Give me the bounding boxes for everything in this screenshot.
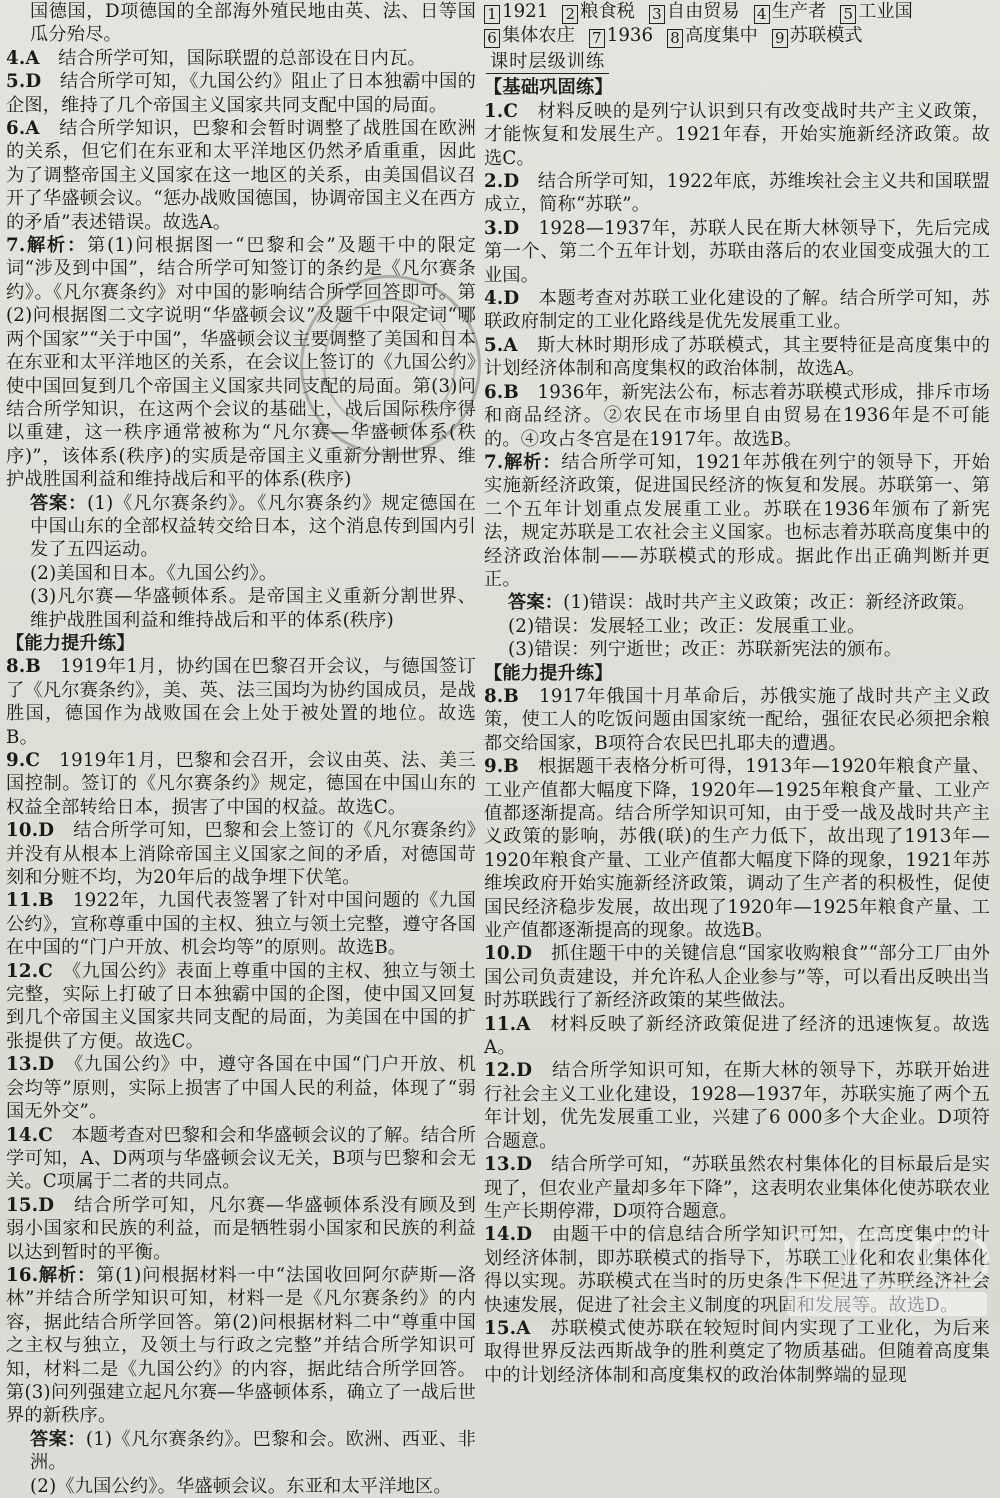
question-number: 10.D <box>6 820 55 842</box>
answer-text: 工业国 <box>858 1 913 22</box>
answer-item <box>484 217 990 287</box>
section-heading: 【基础巩固练】 <box>484 77 613 99</box>
question-number: 12.C <box>6 960 53 982</box>
answer-item <box>6 1124 476 1194</box>
question-number: 9.C <box>6 750 41 771</box>
answer-index-box: 9 <box>772 29 788 48</box>
question-number: 3.D <box>484 217 520 239</box>
item-text: 结合所学可知，国际联盟的总部设在日内瓦。 <box>39 47 426 69</box>
question-number: 1.C <box>484 100 519 122</box>
item-text: 苏联模式使苏联在较短时间内实现了工业化，为后来取得世界反法西斯战争的胜利奠定了物质基础。但随着高度集中的计划经济体制和高度集权的政治体制弊端的显现 <box>484 1317 990 1386</box>
answer-item <box>6 889 476 959</box>
item-label: 解析： <box>38 1264 97 1286</box>
item-text: 《九国公约》中，遵守各国在中国“门户开放、机会均等”原则，实际上损害了中国人民的利益，体现了“弱国无外交”。 <box>6 1054 476 1123</box>
question-number: 14.C <box>6 1124 53 1146</box>
answer-item <box>6 70 476 117</box>
answer-item <box>6 749 476 819</box>
item-text: 结合所学可知，1922年底，苏维埃社会主义共和国联盟成立，简称“苏联”。 <box>484 171 990 216</box>
item-text: 1919年1月，巴黎和会召开，会议由英、法、美三国控制。签订的《凡尔赛条约》规定，德国在中国山东的权益全部转给日本，损害了中国的权益。故选C。 <box>6 750 476 818</box>
answer-item <box>6 1053 476 1123</box>
answer-item <box>484 334 990 381</box>
answer-item <box>6 1428 476 1475</box>
answer-index-box: 3 <box>649 5 665 24</box>
item-text: (2)错误：发展轻工业；改正：发展重工业。 <box>508 615 866 637</box>
item-text: (3)凡尔赛—华盛顿体系。是帝国主义重新分割世界、维护战胜国利益和维持战后和平的体系(秩序) <box>30 586 476 631</box>
answer-item <box>484 1013 990 1060</box>
fill-answer <box>589 25 653 46</box>
fill-answer <box>667 25 758 46</box>
question-number: 15.D <box>6 1194 55 1216</box>
item-text: 材料反映了新经济政策促进了经济的迅速恢复。故选A。 <box>484 1013 990 1059</box>
item-text: 材料反映的是列宁认识到只有改变战时共产主义政策，才能恢复和发展生产。1921年春，开始实施新经济政策。故选C。 <box>484 100 990 169</box>
answer-item <box>484 638 990 661</box>
answer-item <box>484 170 990 217</box>
answer-index-box: 7 <box>589 29 605 48</box>
answer-text: 生产者 <box>771 1 827 22</box>
answer-item <box>484 685 990 755</box>
item-text: 第(1)问根据材料一中“法国收回阿尔萨斯—洛林”并结合所学知识可知，材料一是《凡尔赛条约》的内容，据此结合所学回答。第(2)问根据材料二中“尊重中国之主权与独立，及领土与行政之完整”并结合所学知识可知，材料二是《九国公约》的内容，据此结合所学回答。第(3)问列强建立起凡尔赛—华盛顿体系，确立了一战后世界的新秩序。 <box>6 1264 476 1427</box>
item-text: 本题考查对苏联工业化建设的了解。结合所学可知，苏联政府制定的工业化路线是优先发展重工业。 <box>484 288 990 333</box>
answer-item <box>6 655 476 749</box>
answer-item <box>484 591 990 614</box>
answer-index-box: 1 <box>484 5 500 24</box>
item-text: 结合所学可知，1921年苏俄在列宁的领导下，开始实施新经济政策，促进国民经济的恢复和发展。苏联第一、第二个五年计划重点发展重工业。苏联在1936年颁布了新宪法，规定苏联是工农社会主义国家。也标志着苏联高度集中的经济政治体制——苏联模式的形成。据此作出正确判断并更正。 <box>484 451 990 590</box>
answer-item <box>6 1194 476 1264</box>
answer-item <box>484 1059 990 1153</box>
answer-index-box: 5 <box>840 5 856 24</box>
right-answers <box>484 76 990 1387</box>
item-label: 答案： <box>30 1428 86 1450</box>
fill-answer <box>484 1 548 22</box>
left-column <box>6 0 476 1498</box>
answer-text: 集体农庄 <box>502 25 575 46</box>
question-number: 9.B <box>484 756 519 778</box>
question-number: 5.D <box>6 71 42 93</box>
question-number: 6.B <box>484 381 519 403</box>
answer-index-box: 2 <box>562 5 578 24</box>
fill-in-answers-row-2 <box>484 24 990 48</box>
fill-answer <box>484 25 575 46</box>
watermark-logo <box>782 1230 992 1320</box>
question-number: 14.D <box>484 1224 533 1246</box>
item-text: 1928—1937年，苏联人民在斯大林领导下，先后完成第一个、第二个五年计划，苏联由落后的农业国变成强大的工业国。 <box>484 217 990 286</box>
answer-item <box>484 451 990 591</box>
item-text: (1)错误：战时共产主义政策；改正：新经济政策。 <box>563 592 976 614</box>
question-number: 10.D <box>484 943 533 965</box>
question-number: 4.D <box>484 288 520 310</box>
answer-item <box>6 492 476 562</box>
answer-item <box>484 100 990 170</box>
question-number: 13.D <box>484 1154 533 1176</box>
item-text: 结合所学可知，巴黎和会上签订的《凡尔赛条约》并没有从根本上消除帝国主义国家之间的矛盾，对德国苛刻和分赃不均，为20年后的战争埋下伏笔。 <box>6 820 476 889</box>
question-number: 5.A <box>484 334 518 356</box>
item-text: 1936年，新宪法公布，标志着苏联模式形成，排斥市场和商品经济。②农民在市场里自由贸易在1936年是不可能的。④攻占冬宫是在1917年。故选B。 <box>484 381 990 450</box>
answer-item <box>6 0 476 47</box>
item-text: 结合所学可知，“苏联虽然农村集体化的目标最后是实现了，但农业产量却多年下降”，这表明农业集体化使苏联农业生产长期停滞，D项符合题意。 <box>484 1154 990 1222</box>
item-text: 斯大林时期形成了苏联模式，其主要特征是高度集中的计划经济体制和高度集权的政治体制，故选A。 <box>484 334 990 380</box>
question-number: 11.A <box>484 1013 531 1035</box>
answer-item <box>6 47 476 70</box>
answer-item <box>484 615 990 638</box>
answer-item <box>484 1317 990 1387</box>
answer-item <box>484 755 990 942</box>
item-text: 由题干中的信息结合所学知识可知，在高度集中的计划经济体制，即苏联模式的指导下，苏联工业化和农业集体化得以实现。苏联模式在当时的历史条件下促进了苏联经济社会快速发展，促进了社会主义制度的巩固和发展等。故选D。 <box>484 1224 990 1316</box>
item-text: 国德国，D项德国的全部海外殖民地由英、法、日等国瓜分殆尽。 <box>30 1 476 46</box>
item-text: (1)《凡尔赛条约》。《凡尔赛条约》规定德国在中国山东的全部权益转交给日本，这个消息传到国内引发了五四运动。 <box>30 492 476 561</box>
answer-text: 粮食税 <box>580 1 635 22</box>
answer-item <box>484 942 990 1012</box>
answer-text: 1936 <box>606 25 654 46</box>
fill-answer <box>649 1 740 22</box>
answer-text: 苏联模式 <box>789 25 863 46</box>
answer-item <box>6 1475 476 1498</box>
item-text: 结合所学知识，巴黎和会暂时调整了战胜国在欧洲的关系，但它们在东亚和太平洋地区仍然矛盾重重，因此为了调整帝国主义国家在这一地区的关系，由美国倡议召开了华盛顿会议。“惩办战败国德国，协调帝国主义在西方的矛盾”表述错误。故选A。 <box>6 118 476 233</box>
item-label: 答案： <box>508 592 564 614</box>
item-text: (2)《九国公约》。华盛顿会议。东亚和太平洋地区。 <box>30 1475 452 1497</box>
answer-text: 高度集中 <box>685 25 758 46</box>
item-text: 结合所学知识可知，在斯大林的领导下，苏联开始进行社会主义工业化建设，1928—1937年，苏联实施了两个五年计划，优先发展重工业，兴建了6 000多个大企业。D项符合题意。 <box>484 1060 990 1152</box>
answer-index-box: 8 <box>667 29 683 48</box>
item-text: 1922年，九国代表签署了针对中国问题的《九国公约》，宣称尊重中国的主权、独立与领土完整，遵守各国在中国的“门户开放、机会均等”的原则。故选B。 <box>6 890 476 959</box>
fill-answer <box>562 1 635 22</box>
question-number: 7. <box>484 451 504 473</box>
answer-text: 自由贸易 <box>666 1 740 22</box>
section-heading: 【能力提升练】 <box>6 632 135 654</box>
item-text: 《九国公约》表面上尊重中国的主权、独立与领土完整，实际上打破了日本独霸中国的企图，使中国又回复到几个帝国主义国家共同支配的局面，为美国在中国的扩张提供了方便。故选C。 <box>6 960 476 1052</box>
answer-item <box>484 381 990 451</box>
question-number: 8.B <box>6 656 41 678</box>
item-text: 1917年俄国十月革命后，苏俄实施了战时共产主义政策，使工人的吃饭问题由国家统一配给，强征农民必须把余粮都交给国家，B项符合农民巴扎耶夫的遭遇。 <box>484 685 990 754</box>
item-label: 答案： <box>30 492 88 514</box>
item-text: (3)错误：列宁逝世；改正：苏联新宪法的颁布。 <box>508 639 903 661</box>
question-number: 13.D <box>6 1054 55 1076</box>
item-label: 解析： <box>25 235 88 257</box>
item-text: (1)《凡尔赛条约》。巴黎和会。欧洲、西亚、非洲。 <box>30 1428 476 1474</box>
training-section-title: 课时层级训练 <box>486 50 609 74</box>
question-number: 4.A <box>6 47 40 69</box>
item-text: 本题考查对巴黎和会和华盛顿会议的了解。结合所学可知，A、D两项与华盛顿会议无关，B项与巴黎和会无关。C项属于二者的共同点。 <box>6 1124 476 1193</box>
item-text: (2)美国和日本。《九国公约》。 <box>30 562 278 584</box>
item-text: 结合所学可知，凡尔赛—华盛顿体系没有顾及到弱小国家和民族的利益，而是牺牲弱小国家和民族的利益以达到暂时的平衡。 <box>6 1194 476 1263</box>
answer-item <box>6 117 476 234</box>
answer-item <box>6 585 476 632</box>
item-text: 抓住题干中的关键信息“国家收购粮食”“部分工厂由外国公司负责建设，并允许私人企业参与”等，可以看出反映出当时苏联践行了新经济政策的某些做法。 <box>484 943 990 1012</box>
answer-item <box>6 819 476 889</box>
fill-answer <box>840 1 913 22</box>
item-text: 1919年1月，协约国在巴黎召开会议，与德国签订了《凡尔赛条约》，美、英、法三国均为协约国成员，是战胜国，德国作为战败国在会上处于被处置的地位。故选B。 <box>6 656 476 748</box>
right-column <box>484 0 990 1387</box>
question-number: 16. <box>6 1264 39 1286</box>
question-number: 8.B <box>484 685 519 707</box>
answer-item <box>484 287 990 334</box>
question-number: 6.A <box>6 118 40 140</box>
question-number: 12.D <box>484 1060 533 1082</box>
answer-item <box>6 1264 476 1428</box>
answer-item <box>6 562 476 585</box>
question-number: 15.A <box>484 1317 531 1339</box>
question-number: 2.D <box>484 171 520 193</box>
item-text: 结合所学可知，《九国公约》阻止了日本独霸中国的企图，维持了几个帝国主义国家共同支配中国的局面。 <box>6 71 476 116</box>
answer-item <box>484 1153 990 1223</box>
section-heading: 【能力提升练】 <box>484 662 613 684</box>
fill-in-answers-row-1 <box>484 0 990 24</box>
answer-text: 1921 <box>502 1 549 22</box>
item-text: 根据题干表格分析可得，1913年—1920年粮食产量、工业产值都大幅度下降，1920年—1925年粮食产量、工业产值都逐渐提高。结合所学知识可知，由于受一战及战时共产主义政策的影响，苏俄(联)的生产力低下，故出现了1913年—1920年粮食产量、工业产值都大幅度下降的现象，1921年苏维埃政府开始实施新经济政策，调动了生产者的积极性，促使国民经济稳步发展，故出现了1920年—1925年粮食产量、工业产值都逐渐提高的现象。故选B。 <box>484 756 990 942</box>
answer-index-box: 6 <box>484 29 500 48</box>
fill-answer <box>754 1 827 22</box>
item-label: 解析： <box>503 451 562 473</box>
question-number: 7. <box>6 235 26 257</box>
item-text: 第(1)问根据图一“巴黎和会”及题干中的限定词“涉及到中国”，结合所学可知签订的条约是《凡尔赛条约》。《凡尔赛条约》对中国的影响结合所学回答即可。第(2)问根据图二文字说明“华盛顿会议”及题干中限定词“哪两个国家”“关于中国”，华盛顿会议主要调整了美国和日本在东亚和太平洋地区的关系，在会议上签订的《九国公约》使中国回复到几个帝国主义国家共同支配的局面。第(3)问结合所学知识，在这两个会议的基础上，战后国际秩序得以重建，这一秩序通常被称为“凡尔赛—华盛顿体系(秩序)”，该体系(秩序)的实质是帝国主义重新分割世界、维护战胜国利益和维持战后和平的体系(秩序) <box>6 235 476 491</box>
answer-index-box: 4 <box>754 5 770 24</box>
fill-answer <box>772 25 863 46</box>
question-number: 11.B <box>6 890 54 912</box>
stamp-seal <box>300 275 481 456</box>
answer-item <box>6 960 476 1054</box>
